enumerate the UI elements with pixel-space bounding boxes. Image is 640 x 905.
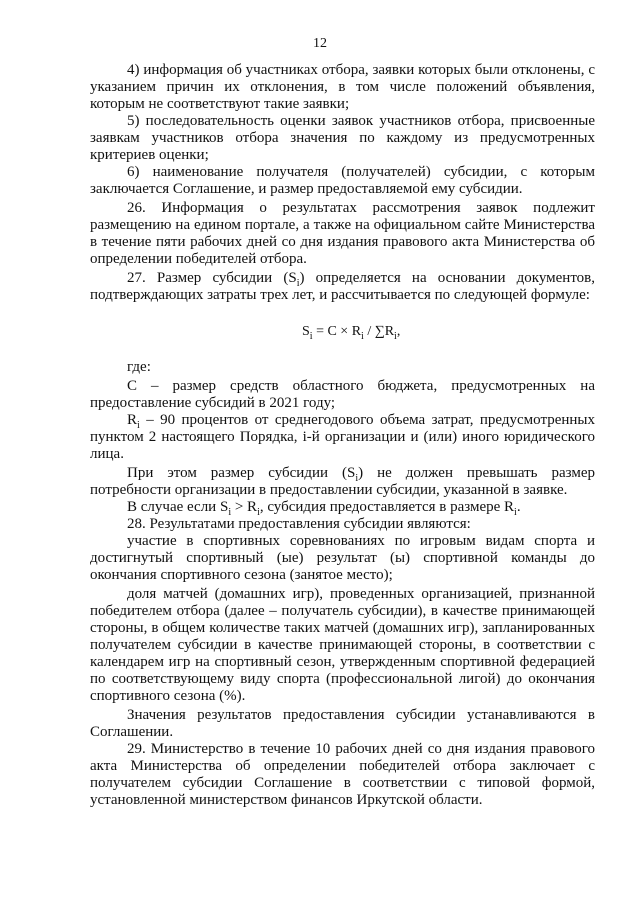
formula-r2-sub: i <box>394 330 397 342</box>
case-text-d: . <box>516 499 521 515</box>
paragraph-27-text-b: ) определяется на основании документов, подтверждающих затраты трех лет, и рассчитывается по следующей формуле: <box>90 270 596 303</box>
paragraph-item-4: 4) информация об участниках отбора, заявки которых были отклонены, с указанием причин их отклонения, в том числе положений объявления, которым не соответствуют такие заявки; <box>90 62 595 112</box>
paragraph-28: 28. Результатами предоставления субсидии являются: <box>127 516 471 532</box>
paragraph-27-text-a: 27. Размер субсидии (S <box>127 270 297 286</box>
paragraph-27 <box>90 270 595 304</box>
formula-end: , <box>396 324 401 339</box>
paragraph-26: 26. Информация о результатах рассмотрения заявок подлежит размещению на едином портале, а также на официальном сайте Министерства в течение пяти рабочих дней со дня издания правового акта Министерства об определении победителей отбора. <box>90 200 595 267</box>
paragraph-29: 29. Министерство в течение 10 рабочих дней со дня издания правового акта Министерства об определении победителей отбора заключает с получателем субсидии Соглашение в соответствии с типовой формой, установленной министерством финансов Иркутской области. <box>90 741 595 808</box>
r-symbol: R <box>127 412 138 428</box>
paragraph-case <box>90 499 595 516</box>
subsidy-formula <box>302 323 595 340</box>
paragraph-r-definition <box>90 412 595 463</box>
paragraph-result-share: доля матчей (домашних игр), проведенных организацией, признанной победителем отбора (далее – получатель субсидии), в качестве принимающей стороны, в общем количестве таких матчей (домашних игр), запланированных получателем субсидии в качестве принимающей стороны, в соответствии с календарем игр на спортивный сезон, утвержденным спортивной федерацией по соответствующему виду спорта (профессиональной лигой) до окончания спортивного сезона (%). <box>90 586 595 704</box>
case-sub-3: i <box>514 507 517 518</box>
case-text-c: , субсидия предоставляется в размере R <box>259 499 515 515</box>
document-body <box>90 62 595 809</box>
r-definition-text: – 90 процентов от среднегодового объема затрат, предусмотренных пунктом 2 настоящего Порядка, i-й организации и (или) иного юридического лица. <box>90 412 595 462</box>
page-number: 12 <box>313 36 327 51</box>
case-text-b: > R <box>231 499 258 515</box>
limit-subscript: i <box>355 473 359 484</box>
case-sub-1: i <box>228 507 232 518</box>
formula-s-sub: i <box>309 330 313 342</box>
paragraph-c-definition: С – размер средств областного бюджета, предусмотренных на предоставление субсидий в 2021 году; <box>90 378 595 411</box>
formula-mid: = C × R <box>312 324 362 339</box>
r-subscript: i <box>137 420 140 431</box>
paragraph-where: где: <box>127 359 151 375</box>
paragraph-result-values: Значения результатов предоставления субсидии устанавливаются в Соглашении. <box>90 707 595 740</box>
case-text-a: В случае если S <box>127 499 229 515</box>
paragraph-limit <box>90 465 595 499</box>
case-sub-2: i <box>257 507 260 518</box>
subscript-i: i <box>296 278 300 289</box>
limit-text-a: При этом размер субсидии (S <box>127 465 356 481</box>
paragraph-item-5: 5) последовательность оценки заявок участников отбора, присвоенные заявкам участников отбора значения по каждому из предусмотренных критериев оценки; <box>90 113 595 163</box>
formula-s: S <box>302 324 310 339</box>
paragraph-item-6: 6) наименование получателя (получателей) субсидии, с которым заключается Соглашение, и размер предоставляемой ему субсидии. <box>90 164 595 197</box>
formula-div: / ∑R <box>363 324 395 339</box>
formula-r-sub: i <box>361 330 364 342</box>
paragraph-result-participation: участие в спортивных соревнованиях по игровым видам спорта и достигнутый спортивный (ые) результат (ы) спортивной команды до окончания спортивного сезона (занятое место); <box>90 533 595 583</box>
limit-text-b: ) не должен превышать размер потребности организации в предоставлении субсидии, указанной в заявке. <box>90 465 595 498</box>
